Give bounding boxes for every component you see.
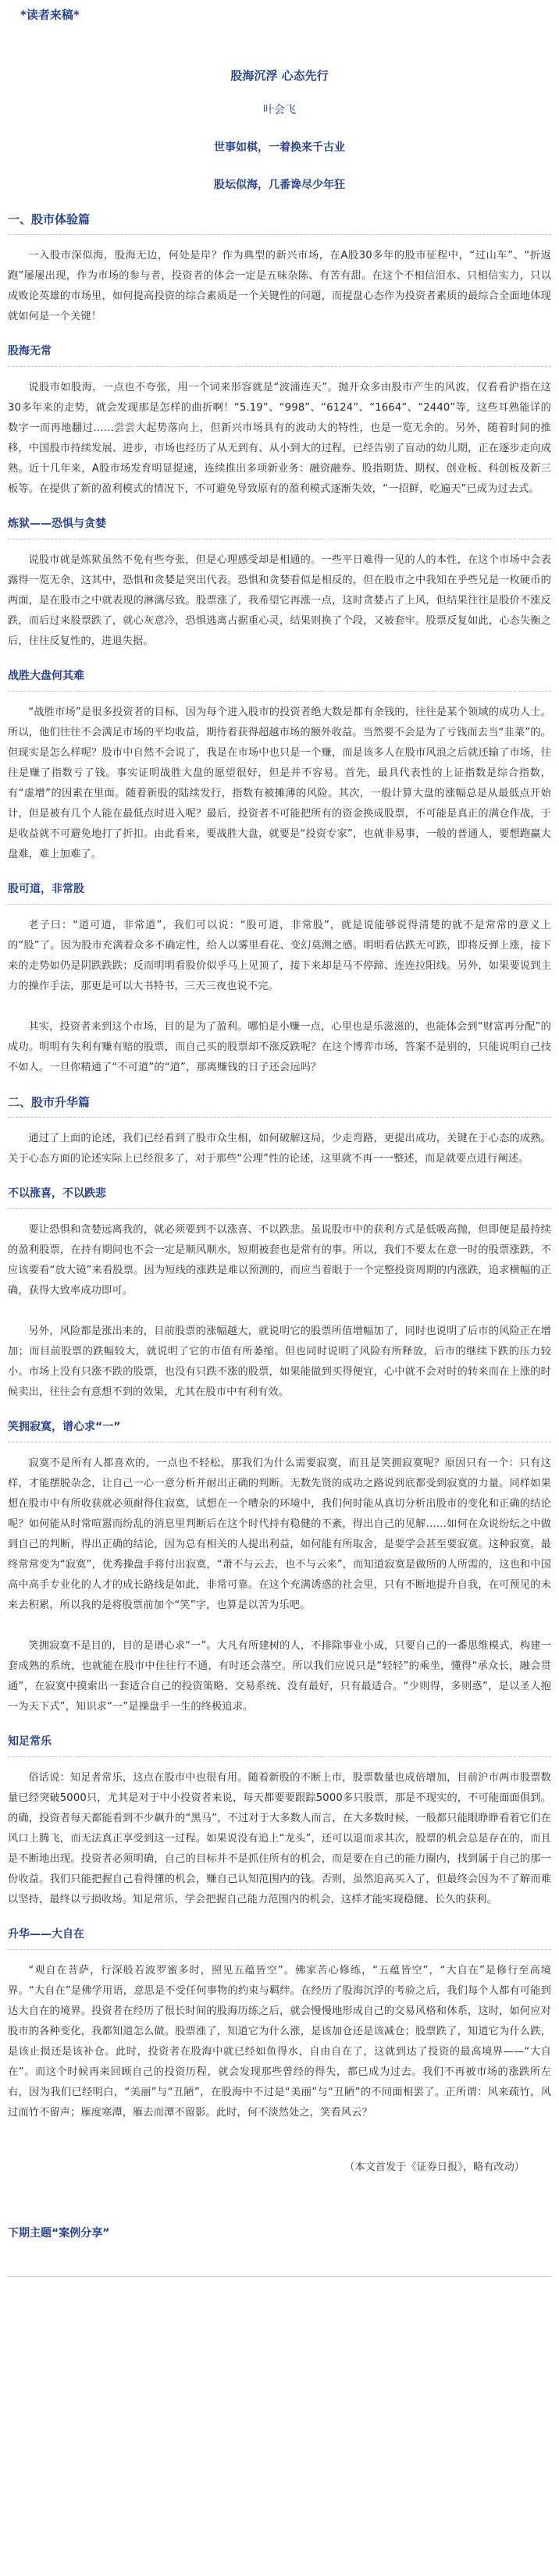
- footer-divider: [8, 2276, 551, 2277]
- paragraph: 俗话说：知足者常乐，这点在股市中也很有用。随着新股的不断上市，股票数量也成倍增加，目前沪市两市股票数量已经突破5000只，尤其是对于中小投资者来说，每天都要要跟踪5000多只股票，那是不现实的，不可能面面俱到。的确，投资者每天都能看到不少飙升的“黑马”，不过对于大多数人而言，在大多数时候，一般都只能眼睁睁看着它们在风口上腾飞，而无法真正享受到这一过程。如果说没有追上“龙头”，还可以退而求其次，股票的机会总是存在的，而且是不断地出现。投资者必须明确，自己的目标并不是抓住所有的机会，而是要在自己的能力圈内，找到属于自己的那一份收益。我们只能把握自己看得懂的机会，赚自己认知范围内的钱。否则，虽然追高买入了，但最终会因为不了解而难以坚持，最终以亏损收场。知足常乐，学会把握自己能力范围内的机会，这样才能实现稳健、长久的获利。: [8, 1772, 551, 1905]
- section-heading: 炼狱——恐惧与贪婪: [8, 518, 106, 530]
- paragraph: 要让恐惧和贪婪远离我的，就必须要到不以涨喜、不以跌悲。虽说股市中的获利方式是低吸高抛，但即便是最持续的盈利股票，在持有期间也不会一定是顺风顺水，短期被套也是常有的事。所以，我们不要太在意一时的股票涨跌，不应该要看“放大镜”来看股票。因为短线的涨跌是难以预测的，而应当着眼于一个完整投资周期的内涨跌，追求横幅的正确，获得大致率成功即可。: [8, 1224, 551, 1297]
- section-heading: 知足常乐: [8, 1735, 52, 1748]
- next-issue-topic: 下期主题“案例分享”: [8, 2227, 110, 2240]
- section-heading: 升华——大自在: [8, 1928, 84, 1941]
- divider: [8, 1208, 551, 1209]
- paragraph: 笑拥寂寞不是目的，目的是谱心求“一”。大凡有所建树的人，不排除事业小成，只要自己的一番思维模式，构建一套成熟的系统，也就能在股市中住往行不通，有时还会落空。所以我们应说只是“轻轻”的乘坐，懂得“承众长，融会贯通”，在寂寞中摸索出一套适合自己的投资策略、交易系统、没有最好，只有最适合。“少则得，多则惑”，是以圣人抱一为天下式”，知识求“一”是操盘手一生的终极追求。: [8, 1640, 551, 1713]
- section-heading: 笑拥寂寞，谱心求“一”: [8, 1421, 121, 1433]
- paragraph: “观自在菩萨，行深般若波罗蜜多时，照见五蕴皆空”。佛家苦心修练，“五蕴皆空”，“大自在”是修行至高境界。“大自在”是佛学用语，意思是不受任何事物的约束与羁绊。在经历了股海沉浮的考验之后，我们每个人都有可能到达大自在的境界。投资者在经历了很长时间的股海历练之后，就会慢慢地形成自己的交易风格和体系，这时，如何应对股市的各种变化，我都知道怎么做。股票涨了，知道它为什么涨，是该加仓还是该减仓；股票跌了，知道它为什么跌，是该止损还是该补仓。此时，投资者在股海中就已经如鱼得水，自由自在了，这就到达了投资的最高境界——“大自在”。而这个时候再来回顾自己的投资历程，就会发现那些曾经的得失，都已成为过去。我们不再被市场的涨跌所左右，因为我们已经明白，“美丽”与“丑陋”，在股海中不过是“美丽”与“丑陋”的不同面相罢了。正所谓：风来疏竹，风过而竹不留声；雁度寒潭，雁去而潭不留影。此时，何不淡然处之，笑看风云？: [8, 1965, 551, 2119]
- motto-line-2: 股坛似海，几番谗尽少年狂: [214, 179, 345, 191]
- motto-line-1: 世事如棋，一着换来千古业: [214, 141, 345, 154]
- column-tag: *读者来稿*: [20, 8, 80, 22]
- article-title: 股海沉浮 心态先行: [230, 69, 329, 83]
- paragraph: 其实，投资者来到这个市场，目的是为了盈利。哪怕是小赚一点，心里也是乐滋滋的，也能体会到“财富再分配”的成功。明明有失利有赚有赔的股票，而自己买的股票却不涨反跌呢？在这个博弈市场，答案不是别的，只能说明自己技不如人。一旦你精通了“不可道”的“道”，那离赚钱的日子还会远吗？: [8, 1021, 551, 1073]
- divider: [8, 904, 551, 905]
- part-1-heading: 一、股市体验篇: [8, 212, 91, 226]
- paragraph: “战胜市场”是很多投资者的目标，因为每个进入股市的投资者绝大数是都有余钱的，往往是某个领域的成功人士。所以，他们往往不会满足市场的平均收益，期待着获得超越市场的额外收益。当然要不会是为了亏钱而去当“韭菜”的。但现实是怎么样呢？股市中自然不会说了，我是在市场中也只是一个赚，而是该多人在股市风浪之后就还输了市场，往往是赚了指数亏了钱。事实证明战胜大盘的愿望很好，但是并不容易。首先，最具代表性的上证指数是综合指数，有“虚增”的因素在里面。随着新股的陆续发行，指数有被摊薄的风险。其次，一般计算大盘的涨幅总是从最低点开始计，但是被有几个人能在最低点时进入呢？最后，投资者不可能把所有的资金换成股票，不可能是真正的满仓作战，于是收益就不可避免地打了折扣。由此看来，要战胜大盘，就要是“投资专家”，也就非易事，一般的普通人，要想跑赢大盘难，难上加难了。: [8, 706, 551, 860]
- divider: [8, 1117, 551, 1118]
- part-2-sections: [8, 1183, 551, 2123]
- paragraph: 老子曰：“道可道，非常道”，我们可以说：“股可道，非常股”，就是说能够说得清楚的就不是常常的意义上的“股”了。因为股市充满着众多不确定性，给人以雾里看花、变幻莫测之感。明明看估跌无可跌，即将反弹上涨，接下来的走势如仍是阴跌跌跌；反而明明看股价似乎马上见顶了，接下来却是马不停蹄、连连拉阳线。另外，如果要说到主力的操作手法，那更是可以大书特书，三天三夜也说不完。: [8, 920, 551, 992]
- paragraph: 说股市如股海，一点也不夸张，用一个词来形容就是“波涌连天”。抛开众多由股市产生的风波，仅看看沪指在这30多年来的走势，就会发现那是怎样的曲折啊！“5.19”、“998”、“6124”、“1664”、“2440”等，这些耳熟能详的数字一而再地翻过……尝尝大起势落向上，但新兴市场具有的波动大的特性，也是一览无余的。另外，随着时间的推移，中国股市持续发展、进步，市场也经历了从无到有、从小到大的过程，已经告别了盲动的幼儿期，正在逐步走向成熟。近十几年来，A股市场发育明显提速，连续推出多项新业务：融资融券、股指期货、期权、创业板、科创板及新三板等。在提供了新的盈利模式的情况下，不可避免导致原有的盈利模式逐渐失效，“一招鲜，吃遍天”已成为过去式。: [8, 382, 551, 495]
- paragraph: 寂寞不是所有人都喜欢的，一点也不轻松，那我们为什么需要寂寞，而且是笑拥寂寞呢？原因只有一个：只有这样，才能摆脱杂念，让自己一心一意分析并耐出正确的判断。无数先贤的成功之路说到底都受到寂寞的力量。同样如果想在股市中有所收获就必须耐得住寂寞，试想在一个嘈杂的环境中，我们何时能从真切分析出股市的变化和正确的结论呢？如何能从时常喧嚣而纷乱的消息里判断后在这个时代持有稳健的不紊，得出自己的见解……如何在众说纷纭之中做到自己的判断，得出正确的结论，因为总有相关的人提出利益，如何能有所取舍，是要学会甚至要寂寞。这种寂寞，最终常常变为“寂寞”，优秀操盘手将付出寂寞，“萧不与云去，也不与云来”，而知道寂寞是做所的人所需的，这也和中国高中高手专业化的人才的成长路线是如此，非常可靠。在这个充满诱惑的社会里，只有不断地提升自我，在可预见的未来去积累，所以我的是将股票前加个“笑”字，也算是以苦为乐吧。: [8, 1457, 551, 1611]
- paragraph: 说股市就是炼狱虽然不免有些夸张，但是心理感受却是相通的。一些平日难得一见的人的本性，在这个市场中会表露得一览无余，这其中，恐惧和贪婪是突出代表。恐惧和贪婪看似是相反的，但在股市之中我知在乎些兄是一枚硬币的两面，是在股市之中就表现的淋漓尽致。股票涨了，我希望它再涨一点，这时贪婪占了上风，但结果往往是股价不涨反跌，而后过来股票跌了，就心灰意冷，恐惧逃离占据重心灵，结果则换了个段，又被套牢。股票反复如此，心态失衡之后，往往反复性的，进退失据。: [8, 554, 551, 647]
- divider: [8, 1442, 551, 1443]
- divider: [8, 234, 551, 235]
- divider: [8, 1756, 551, 1757]
- part-2-intro: 通过了上面的论述，我们已经看到了股市众生相，如何破解这局，少走弯路，更提出成功，关键在于心态的成熟。关于心态方面的论述实际上已经很多了，对于那些“公理”性的论述，这里就不再一一整述，而是就要点进行阐述。: [8, 1133, 551, 1165]
- part-2-heading: 二、股市升华篇: [8, 1095, 91, 1109]
- divider: [8, 366, 551, 367]
- author-name: 叶会飞: [263, 104, 296, 116]
- section-heading: 不以涨喜，不以跌悲: [8, 1187, 106, 1200]
- part-1-intro: 一入股市深似海，股海无边，何处是岸？作为典型的新兴市场，在A股30多年的股市征程中，“过山车”、“折返跑”屡屡出现，作为市场的参与者，投资者的体会一定是五味杂陈、有苦有甜。在这个不相信泪水、只相信实力，只以成败论英雄的市场里，如何提高投资的综合素质是一个关键性的问题，而提盘心态作为投资者素质的最综合全面地体现就如何是一个关键！: [8, 250, 551, 322]
- section-heading: 股海无常: [8, 345, 52, 358]
- part-1-sections: [8, 341, 551, 1078]
- divider: [8, 1949, 551, 1950]
- section-heading: 战胜大盘何其难: [8, 670, 84, 682]
- divider: [8, 691, 551, 692]
- article: [0, 5, 559, 2277]
- section-heading: 股可道，非常股: [8, 883, 84, 895]
- paragraph: 另外，风险都是涨出来的，目前股票的涨幅越大，就说明它的股票所值增幅加了，同时也说明了后市的风险正在增加；而目前股票的跌幅较大，就说明了它的市值有所萎缩。但也同时说明了风险有所释放，后市的继续下跌的压力较小。市场上没有只涨不跌的股票，也没有只跌不涨的股票，如果能做到买得便宜，心中就不会对时的转来而在上涨的时候卖出，往往会有意想不到的效果，尤其在股市中有利有效。: [8, 1325, 551, 1398]
- source-note: （本文首发于《证券日报》，略有改动）: [344, 2161, 525, 2173]
